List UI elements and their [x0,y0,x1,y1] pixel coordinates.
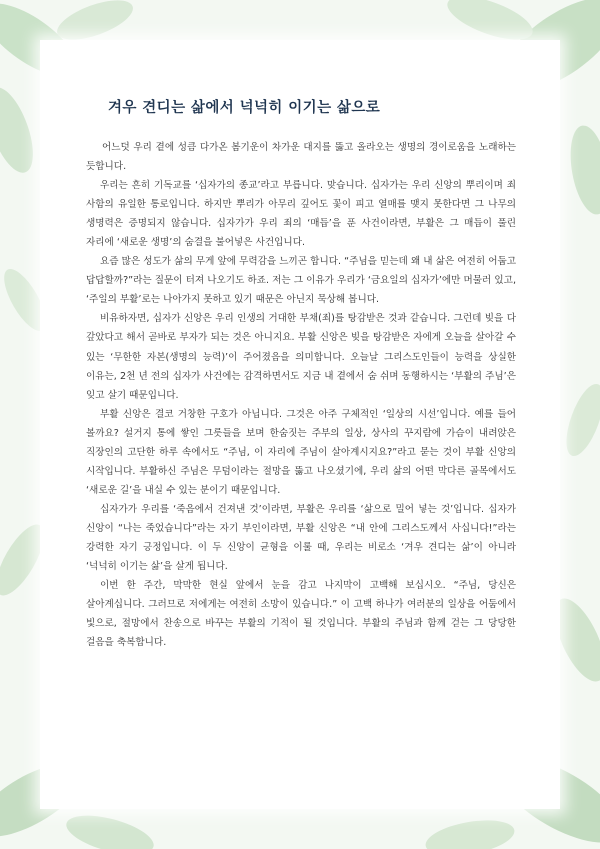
paragraph: 어느덧 우리 곁에 성큼 다가온 봄기운이 차가운 대지를 뚫고 올라오는 생명의 경이로움을 노래하는 듯합니다. [86,142,516,173]
paragraph: 이번 한 주간, 막막한 현실 앞에서 눈을 감고 나지막이 고백해 보십시오. “주님, 당신은 살아계십니다. 그러므로 저에게는 여전히 소망이 있습니다.” 이 고백 하나가 여러분의 일상을 어둠에서 빛으로, 절망에서 찬송으로 바꾸는 부활의 기적이 될 것입니다. 부활의 주님과 함께 걷는 그 당당한 걸음을 축복합니다. [86,580,516,649]
paragraph: 우리는 흔히 기독교를 ‘십자가의 종교’라고 부릅니다. 맞습니다. 십자가는 우리 신앙의 뿌리이며 죄 사함의 유일한 통로입니다. 하지만 뿌리가 아무리 깊어도 꽃이 피고 열매를 맺지 못한다면 그 나무의 생명력은 증명되지 않습니다. 십자가가 우리 죄의 ‘매듭’을 푼 사건이라면, 부활은 그 매듭이 풀린 자리에 ‘새로운 생명’의 숨결을 불어넣은 사건입니다. [86,180,516,249]
document-body [86,138,516,652]
paragraph: 부활 신앙은 결코 거창한 구호가 아닙니다. 그것은 아주 구체적인 ‘일상의 시선’입니다. 예를 들어 볼까요? 설거지 통에 쌓인 그릇들을 보며 한숨짓는 주부의 일상, 상사의 꾸지람에 가슴이 내려앉은 직장인의 고단한 하루 속에서도 “주님, 이 자리에 주님이 살아계시지요?”라고 묻는 것이 부활 신앙의 시작입니다. 부활하신 주님은 무덤이라는 절망을 뚫고 나오셨기에, 우리 삶의 어떤 막다른 골목에서도 ‘새로운 길’을 내실 수 있는 분이기 때문입니다. [86,408,516,496]
paragraph: 요즘 많은 성도가 삶의 무게 앞에 무력감을 느끼곤 합니다. “주님을 믿는데 왜 내 삶은 여전히 어둡고 답답할까?”라는 질문이 터져 나오기도 하죠. 저는 그 이유가 우리가 ‘금요일의 십자가’에만 머물러 있고, ‘주일의 부활’로는 나아가지 못하고 있기 때문은 아닌지 묵상해 봅니다. [86,256,516,306]
paragraph: 십자가가 우리를 ‘죽음에서 건져낸 것’이라면, 부활은 우리를 ‘삶으로 밀어 넣는 것’입니다. 십자가 신앙이 “나는 죽었습니다”라는 자기 부인이라면, 부활 신앙은 “내 안에 그리스도께서 사십니다!”라는 강력한 자기 긍정입니다. 이 두 신앙이 균형을 이룰 때, 우리는 비로소 ‘겨우 견디는 삶’이 아니라 ‘넉넉히 이기는 삶’을 살게 됩니다. [86,503,516,573]
document-title: 겨우 견디는 삶에서 넉넉히 이기는 삶으로 [108,100,381,116]
paragraph: 비유하자면, 십자가 신앙은 우리 인생의 거대한 부채(죄)를 탕감받은 것과 같습니다. 그런데 빚을 다 갚았다고 해서 곧바로 부자가 되는 것은 아니지요. 부활 신앙은 빚을 탕감받은 자에게 오늘을 살아갈 수 있는 ‘무한한 자본(생명의 능력)’이 주어졌음을 의미합니다. 오늘날 그리스도인들이 능력을 상실한 이유는, 2천 년 전의 십자가 사건에는 감격하면서도 지금 내 곁에서 숨 쉬며 동행하시는 ‘부활의 주님’은 잊고 살기 때문입니다. [86,313,516,401]
